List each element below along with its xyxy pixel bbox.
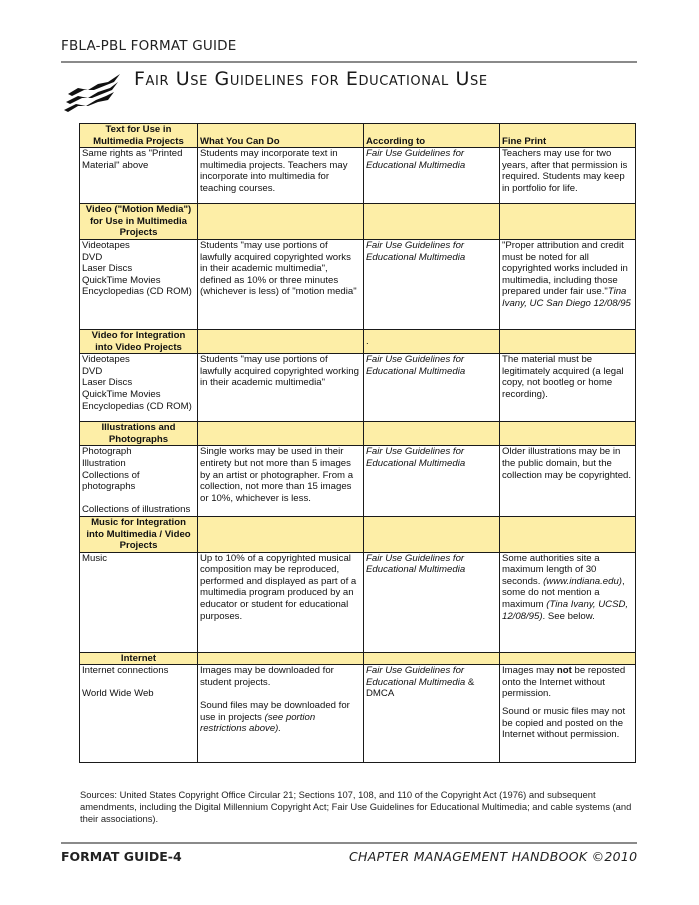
- item-cell: [80, 239, 198, 329]
- empty-cell: [198, 422, 364, 446]
- section-header-row: [80, 124, 636, 148]
- item-cell: [80, 552, 198, 652]
- fine-print-quote: "Proper attribution and credit must be noted for all copyrighted works included in multimedia, including those prepared under fair use.": [502, 239, 628, 298]
- according-cell: Fair Use Guidelines for Educational Multimedia: [364, 552, 500, 652]
- item: Internet connections: [82, 665, 169, 677]
- empty-cell: [364, 652, 500, 665]
- what-cell: Students "may use portions of lawfully acquired copyrighted working in their academic multimedia": [198, 354, 364, 422]
- according-text: Fair Use Guidelines for Educational Multimedia: [366, 665, 466, 688]
- item: Collections of photographs: [82, 469, 140, 493]
- section-header-row: [80, 516, 636, 552]
- what-text: [200, 700, 361, 735]
- empty-cell: [364, 422, 500, 446]
- item-cell: [80, 665, 198, 763]
- spacer: [200, 688, 361, 700]
- empty-cell: [198, 652, 364, 665]
- empty-cell: [364, 204, 500, 240]
- section-title: Music for Integration into Multimedia / Video Projects: [80, 516, 198, 552]
- empty-cell: [198, 204, 364, 240]
- spacer: [82, 493, 195, 505]
- header-mark: .: [364, 329, 500, 353]
- fine-print-part: be reposted onto the Internet without permission.: [502, 665, 626, 700]
- fine-print-text: . See below.: [542, 610, 595, 622]
- section-title: Illustrations and Photographs: [80, 422, 198, 446]
- fine-print-cell: [500, 552, 636, 652]
- table-row: [80, 446, 636, 517]
- section-title: Video for Integration into Video Projects: [80, 329, 198, 353]
- fine-print-cell: Teachers may use for two years, after that permission is required. Students may keep in portfolio for life.: [500, 148, 636, 204]
- fine-print-cell: [500, 665, 636, 763]
- table-row: [80, 239, 636, 329]
- item: Collections of illustrations: [82, 504, 191, 516]
- item-cell: [80, 354, 198, 422]
- empty-cell: [500, 422, 636, 446]
- item: QuickTime Movies: [82, 388, 161, 400]
- table-row: [80, 552, 636, 652]
- footer-handbook-label: CHAPTER MANAGEMENT HANDBOOK ©2010: [349, 849, 638, 864]
- item: Music: [82, 552, 108, 564]
- footer-rule: [61, 842, 637, 844]
- table-row: [80, 148, 636, 204]
- footer-page-label: FORMAT GUIDE-4: [61, 849, 182, 864]
- fine-print-cell: [500, 239, 636, 329]
- item: Laser Discs: [82, 263, 133, 275]
- what-text: Images may be downloaded for student projects.: [200, 665, 334, 688]
- item: Videotapes: [82, 354, 130, 366]
- item: Laser Discs: [82, 377, 133, 389]
- fine-print-cell: The material must be legitimately acquired (a legal copy, not bootleg or home recording).: [500, 354, 636, 422]
- fine-print-citation: Tina Ivany, UC San Diego 12/08/95: [502, 286, 631, 309]
- fine-print-text: , some do not mention a maximum: [502, 575, 625, 611]
- item: Illustration: [82, 457, 126, 469]
- empty-cell: [500, 329, 636, 353]
- fine-print-text: [502, 665, 633, 700]
- spacer: [82, 677, 195, 689]
- section-title: Text for Use in Multimedia Projects: [80, 124, 198, 148]
- section-header-row: [80, 422, 636, 446]
- what-cell: Up to 10% of a copyrighted musical composition may be reproduced, performed and displayed as part of a multimedia program produced by an educator or student for educational purposes.: [198, 552, 364, 652]
- item: Photograph: [82, 446, 132, 458]
- item: QuickTime Movies: [82, 274, 161, 286]
- section-title: Internet: [80, 652, 198, 665]
- sources-note: Sources: United States Copyright Office Circular 21; Sections 107, 108, and 110 of the Copyright Act (1976) and subsequent amendments, including the Digital Millennium Copyright Act; Fair Use Guidelines for Educational Multimedia; and cable systems (and their associations).: [80, 789, 632, 824]
- fine-print-cell: Older illustrations may be in the public domain, but the collection may be copyrighted.: [500, 446, 636, 517]
- header-rule: [61, 61, 637, 63]
- table-row: [80, 354, 636, 422]
- according-cell: Fair Use Guidelines for Educational Multimedia: [364, 239, 500, 329]
- what-text-part: Sound files may be downloaded for use in projects: [200, 700, 350, 723]
- item-cell: [80, 148, 198, 204]
- column-header-what: What You Can Do: [198, 124, 364, 148]
- according-cell: Fair Use Guidelines for Educational Multimedia: [364, 446, 500, 517]
- section-header-row: [80, 329, 636, 353]
- empty-cell: [364, 516, 500, 552]
- item: Encyclopedias (CD ROM): [82, 400, 192, 412]
- column-header-fine-print: Fine Print: [500, 124, 636, 148]
- fine-print-emphasis: not: [556, 665, 572, 677]
- according-suffix: & DMCA: [366, 676, 475, 700]
- according-cell: Fair Use Guidelines for Educational Multimedia: [364, 148, 500, 204]
- fine-print-citation: (www.indiana.edu): [543, 575, 623, 587]
- section-header-row: [80, 204, 636, 240]
- what-cell: [198, 665, 364, 763]
- table-row: [80, 665, 636, 763]
- fair-use-table: [79, 123, 636, 763]
- what-text-note: (see portion restrictions above).: [200, 711, 316, 735]
- item: Encyclopedias (CD ROM): [82, 286, 192, 298]
- what-cell: Single works may be used in their entirety but not more than 5 images by an artist or photographer. From a collection, not more than 15 images or 10%, whichever is less.: [198, 446, 364, 517]
- empty-cell: [500, 652, 636, 665]
- section-title: Video ("Motion Media") for Use in Multimedia Projects: [80, 204, 198, 240]
- empty-cell: [500, 204, 636, 240]
- item: World Wide Web: [82, 688, 154, 700]
- what-cell: Students may incorporate text in multimedia projects. Teachers may incorporate into multimedia for teaching courses.: [198, 148, 364, 204]
- item: DVD: [82, 251, 103, 263]
- running-head: FBLA-PBL FORMAT GUIDE: [61, 38, 237, 54]
- empty-cell: [500, 516, 636, 552]
- fine-print-text: Some authorities site a maximum length of 30 seconds.: [502, 552, 600, 587]
- according-cell: Fair Use Guidelines for Educational Multimedia: [364, 354, 500, 422]
- empty-cell: [198, 329, 364, 353]
- fine-print-citation: (Tina Ivany, UCSD, 12/08/95): [502, 599, 629, 622]
- fine-print-part: Images may: [502, 665, 557, 677]
- empty-cell: [198, 516, 364, 552]
- item: Videotapes: [82, 239, 130, 251]
- column-header-according: According to: [364, 124, 500, 148]
- item: Same rights as "Printed Material" above: [82, 148, 183, 171]
- item-cell: [80, 446, 198, 517]
- fbla-flag-logo-icon: [64, 72, 124, 112]
- according-cell: [364, 665, 500, 763]
- section-header-row: [80, 652, 636, 665]
- fine-print-text: Sound or music files may not be copied and posted on the Internet without permission.: [502, 706, 626, 741]
- item: DVD: [82, 365, 103, 377]
- page-title: Fair Use Guidelines for Educational Use: [134, 68, 488, 90]
- what-cell: Students "may use portions of lawfully acquired copyrighted works in their academic multimedia", defined as 10% or three minutes (whichever is less) of "motion media": [198, 239, 364, 329]
